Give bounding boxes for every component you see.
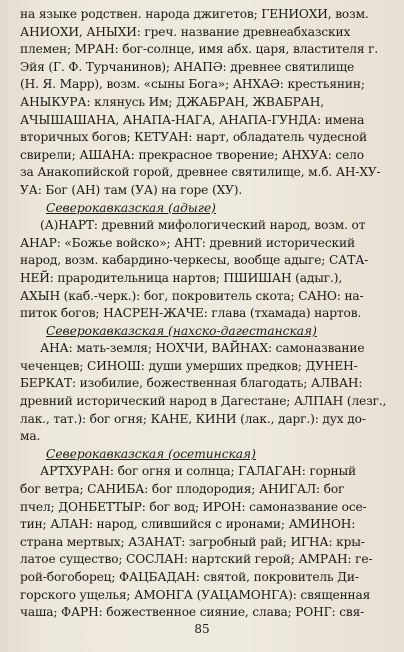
text-line: (А)НАРТ: древний мифологический народ, возм. от	[40, 218, 366, 233]
text-line: БЕРКАТ: изобилие, божественная благодать; АЛВАН:	[20, 376, 363, 391]
text-line: за Анакопийской горой, древнее святилище, м.б. АН-ХУ-	[20, 165, 381, 180]
text-line: АНИОХИ, АНЫХИ: греч. название древнеабхазских	[20, 24, 351, 39]
page-number: 85	[194, 622, 210, 636]
text-line: АРТХУРАН: бог огня и солнца; ГАЛАГАН: горный	[40, 464, 357, 479]
text-line: бог ветра; САНИБА: бог плодородия; АНИГАЛ: бог	[20, 482, 345, 497]
text-line: вторичных богов; КЕТУАН: нарт, обладатель чудесной	[20, 130, 368, 145]
text-line: пчел; ДОНБЕТТЫР: бог вод; ИРОН: самоназвание осе-	[20, 499, 367, 514]
text-line: АЧЫШАШАНА, АНАПА-НАГА, АНАПА-ГУНДА: имена	[20, 112, 365, 127]
text-line: НЕЙ: прародительница нартов; ПШИШАН (адыг.),	[20, 270, 343, 285]
text-line: АНА: мать-земля; НОХЧИ, ВАЙНАХ: самоназвание	[40, 341, 365, 356]
text-line: чаша; ФАРН: божественное сияние, слава; РОНГ: свя-	[20, 605, 365, 620]
text-line: на языке родствен. народа джигетов; ГЕНИОХИ, возм.	[20, 7, 369, 21]
text-line: страна мертвых; АЗАНАТ: загробный рай; ИГНА: кры-	[20, 534, 365, 549]
text-line: Эйя (Г. Ф. Турчанинов); АНАПӘ: древнее святилище	[20, 59, 355, 74]
text-line: чеченцев; СИНОШ: души умерших предков; ДУНЕН-	[20, 358, 358, 373]
text-line: латое существо; СОСЛАН: нартский герой; АМРАН: ге-	[20, 552, 373, 567]
text-line: ма.	[20, 429, 41, 444]
section-heading: Северокавказская (адыге)	[46, 200, 216, 215]
section-heading: Северокавказская (нахско-дагестанская)	[46, 323, 317, 338]
text-line: тин; АЛАН: народ, слившийся с иронами; АМИНОН:	[20, 517, 356, 532]
text-line: горского ущелья; АМОНГА (УАЦАМОНГА): священная	[20, 587, 371, 602]
text-line: питок богов; НАСРЕН-ЖАЧЕ: глава (тхамада) нартов.	[20, 306, 362, 321]
text-line: АНЫКУРА: клянусь Им; ДЖАБРАН, ЖВАБРАН,	[20, 94, 324, 109]
text-line: рой-богоборец; ФАЦБАДАН: святой, покровитель Ди-	[20, 570, 359, 584]
text-line: древний исторический народ в Дагестане; АЛПАН (лезг.,	[20, 394, 387, 409]
text-line: свирели; АШАНА: прекрасное творение; АНХУА: село	[20, 147, 364, 162]
text-line: УА: Бог (АН) там (УА) на горе (ХУ).	[20, 182, 243, 197]
text-line: АНАР: «Божье войско»; АНТ: древний исторический	[20, 235, 355, 250]
text-line: народ, возм. кабардино-черкесы, вообще адыге; САТА-	[20, 253, 369, 268]
text-line: лак., тат.): бог огня; КАНЕ, КИНИ (лак., дарг.): дух до-	[20, 411, 366, 426]
text-line: (Н. Я. Марр), возм. «сыны Бога»; АНХАӘ: крестьянин;	[20, 77, 365, 92]
text-line: АХЫН (каб.-черк.): бог, покровитель скота; САНО: на-	[20, 288, 364, 303]
text-line: племен; МРАН: бог-солнце, имя абх. царя, властителя г.	[20, 42, 379, 57]
page-body-text	[20, 6, 392, 622]
section-heading: Северокавказская (осетинская)	[46, 446, 256, 461]
